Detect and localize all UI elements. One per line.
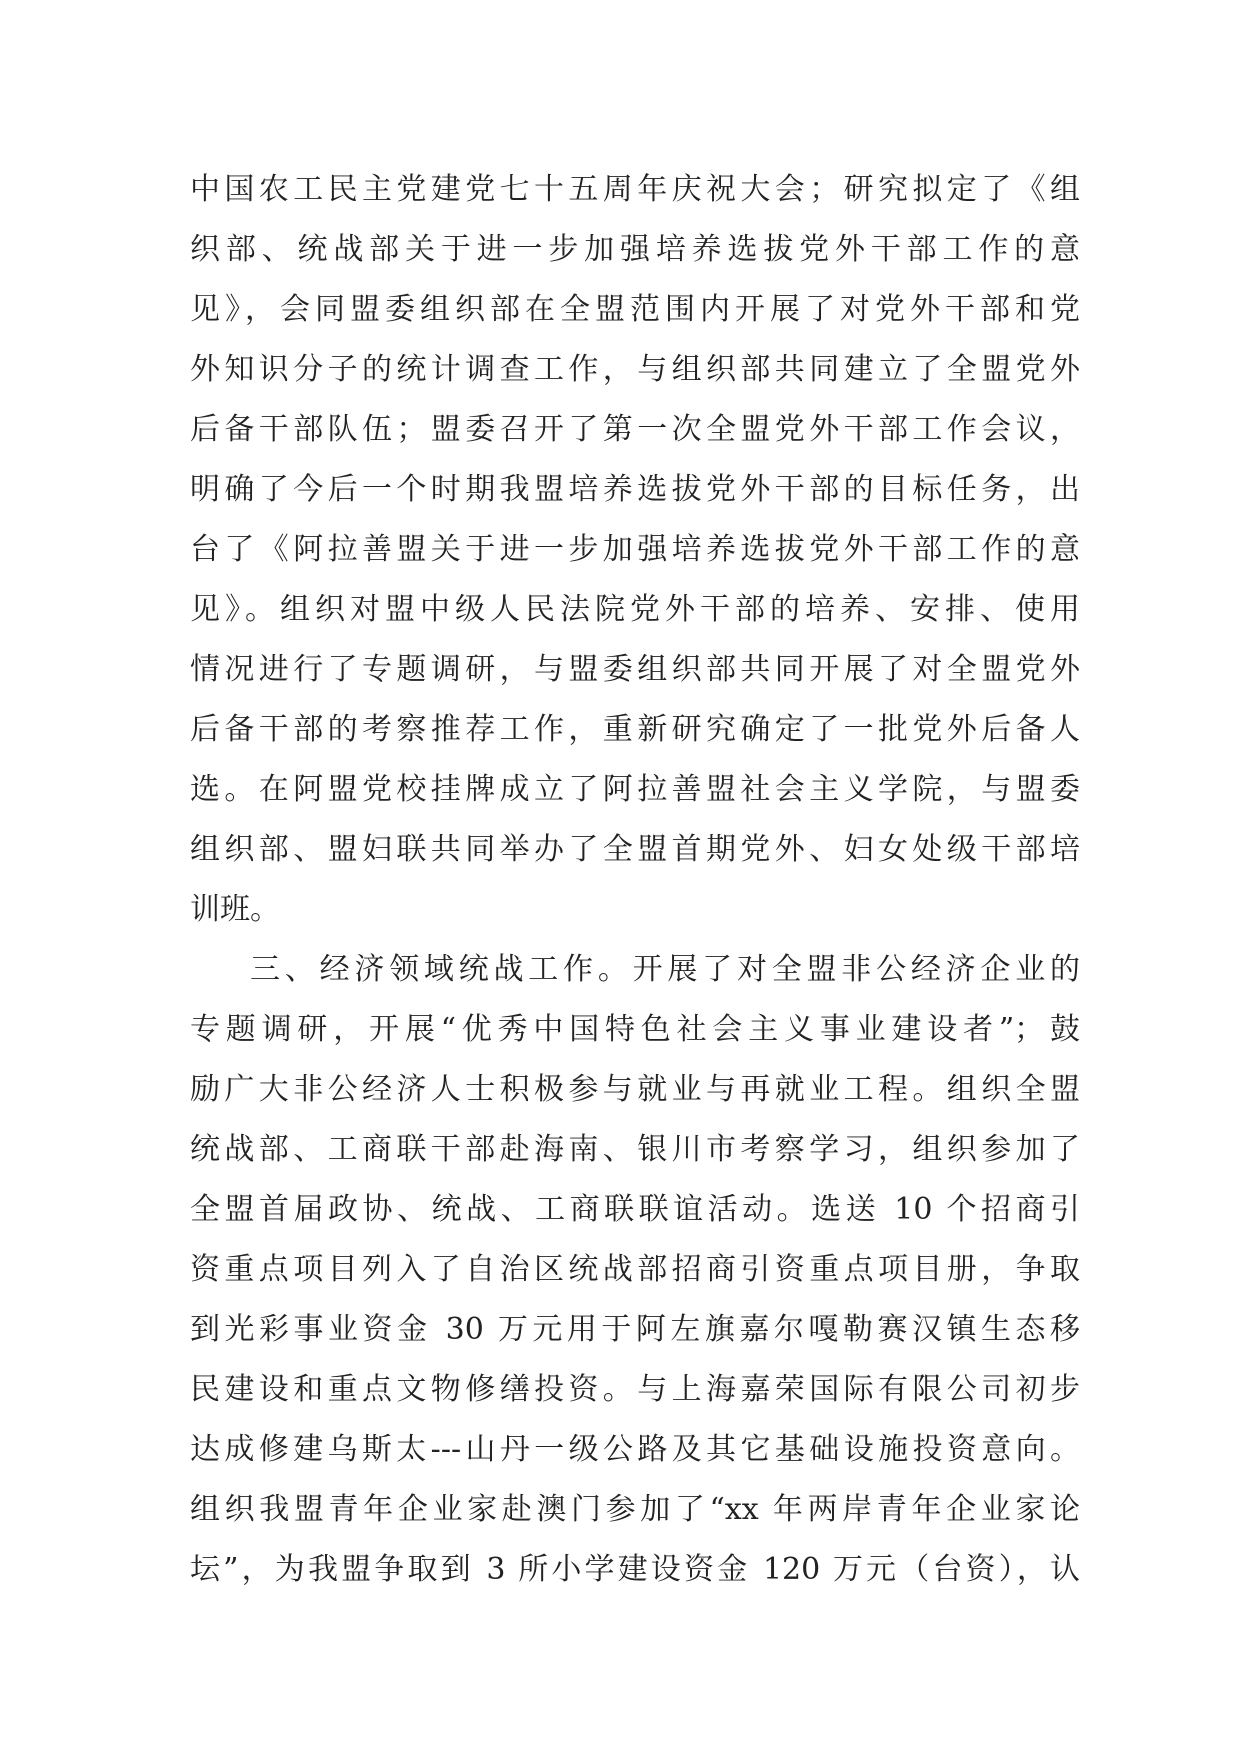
paragraph-1 [190,160,1080,940]
text-line: 专题调研，开展“优秀中国特色社会主义事业建设者”；鼓 [190,1012,1080,1047]
text-line: 后备干部的考察推荐工作，重新研究确定了一批党外后备人 [190,712,1080,747]
text-line: 见》，会同盟委组织部在全盟范围内开展了对党外干部和党 [190,292,1080,327]
text-line: 后备干部队伍；盟委召开了第一次全盟党外干部工作会议， [190,412,1080,447]
text-line: 统战部、工商联干部赴海南、银川市考察学习，组织参加了 [190,1132,1080,1167]
text-line: 达成修建乌斯太---山丹一级公路及其它基础设施投资意向。 [190,1432,1080,1467]
text-line: 励广大非公经济人士积极参与就业与再就业工程。组织全盟 [190,1072,1080,1107]
text-line: 坛”，为我盟争取到 3 所小学建设资金 120 万元（台资），认 [190,1552,1080,1587]
text-line: 明确了今后一个时期我盟培养选拔党外干部的目标任务，出 [190,472,1080,507]
text-line: 外知识分子的统计调查工作，与组织部共同建立了全盟党外 [190,352,1080,387]
text-line: 组织部、盟妇联共同举办了全盟首期党外、妇女处级干部培 [190,832,1080,867]
text-line: 三、经济领域统战工作。开展了对全盟非公经济企业的 [250,952,1080,987]
text-line: 资重点项目列入了自治区统战部招商引资重点项目册，争取 [190,1252,1080,1287]
text-line: 组织我盟青年企业家赴澳门参加了“xx 年两岸青年企业家论 [190,1492,1080,1527]
text-line: 到光彩事业资金 30 万元用于阿左旗嘉尔嘎勒赛汉镇生态移 [190,1312,1080,1347]
text-line: 情况进行了专题调研，与盟委组织部共同开展了对全盟党外 [190,652,1080,687]
text-line: 全盟首届政协、统战、工商联联谊活动。选送 10 个招商引 [190,1192,1080,1227]
text-line: 民建设和重点文物修缮投资。与上海嘉荣国际有限公司初步 [190,1372,1080,1407]
paragraph-2 [190,940,1080,1600]
text-line: 中国农工民主党建党七十五周年庆祝大会；研究拟定了《组 [190,172,1080,207]
text-line: 见》。组织对盟中级人民法院党外干部的培养、安排、使用 [190,592,1080,627]
text-line: 台了《阿拉善盟关于进一步加强培养选拔党外干部工作的意 [190,532,1080,567]
text-line: 训班。 [190,892,280,927]
text-line: 选。在阿盟党校挂牌成立了阿拉善盟社会主义学院，与盟委 [190,772,1080,807]
text-line: 织部、统战部关于进一步加强培养选拔党外干部工作的意 [190,232,1080,267]
body-text [190,160,1080,1600]
